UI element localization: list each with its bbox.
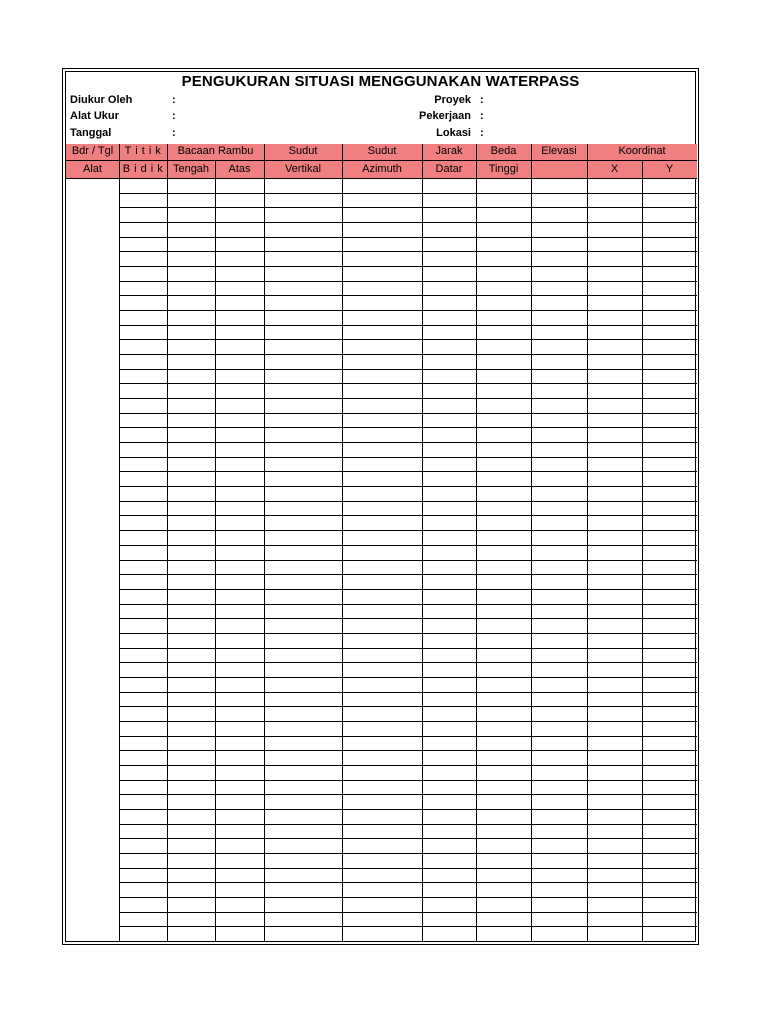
table-row-line xyxy=(119,369,697,370)
table-row-line xyxy=(119,427,697,428)
table-row-line xyxy=(119,765,697,766)
label-proyek: Proyek xyxy=(434,94,471,106)
header-column-line xyxy=(422,144,423,178)
table-row-line xyxy=(119,515,697,516)
table-row-line xyxy=(119,310,697,311)
table-row-line xyxy=(119,266,697,267)
table-row-line xyxy=(119,295,697,296)
table-row-line xyxy=(119,398,697,399)
table-row-line xyxy=(119,545,697,546)
header-column-line xyxy=(119,144,120,178)
hdr-vertikal: Vertikal xyxy=(284,163,322,175)
hdr-elevasi: Elevasi xyxy=(541,145,577,157)
header-column-line xyxy=(264,144,265,178)
hdr-alat: Alat xyxy=(83,163,102,175)
table-row-line xyxy=(119,193,697,194)
header-column-line xyxy=(531,144,532,178)
survey-form-frame xyxy=(65,71,696,942)
table-row-line xyxy=(119,618,697,619)
table-row-line xyxy=(119,589,697,590)
table-row-line xyxy=(119,530,697,531)
table-row-line xyxy=(119,750,697,751)
hdr-beda: Beda xyxy=(490,145,517,157)
table-row-line xyxy=(119,794,697,795)
header-column-line xyxy=(167,144,168,178)
table-row-line xyxy=(119,912,697,913)
table-row-line xyxy=(119,339,697,340)
label-diukur-oleh: Diukur Oleh xyxy=(70,94,133,106)
table-row-line xyxy=(119,736,697,737)
table-row-line xyxy=(119,281,697,282)
colon-pekerjaan: : xyxy=(480,110,484,122)
table-row-line xyxy=(119,926,697,927)
table-row-line xyxy=(119,471,697,472)
colon-tanggal: : xyxy=(172,127,176,139)
table-row-line xyxy=(119,648,697,649)
table-row-line xyxy=(119,706,697,707)
hdr-tengah: Tengah xyxy=(172,163,210,175)
table-row-line xyxy=(119,237,697,238)
hdr-titik: T i t i k xyxy=(124,145,162,157)
hdr-datar: Datar xyxy=(435,163,463,175)
form-title: PENGUKURAN SITUASI MENGGUNAKAN WATERPASS xyxy=(181,73,580,90)
table-row-line xyxy=(119,207,697,208)
table-row-line xyxy=(119,853,697,854)
header-bottom-line xyxy=(66,178,697,179)
table-row-line xyxy=(119,251,697,252)
header-column-line xyxy=(215,161,216,178)
table-row-line xyxy=(119,383,697,384)
table-row-line xyxy=(119,604,697,605)
table-row-line xyxy=(119,442,697,443)
survey-form-sheet xyxy=(62,68,699,945)
colon-lokasi: : xyxy=(480,127,484,139)
table-row-line xyxy=(119,501,697,502)
table-row-line xyxy=(119,897,697,898)
header-column-line xyxy=(476,144,477,178)
table-row-line xyxy=(119,560,697,561)
table-row-line xyxy=(119,354,697,355)
hdr-sudut-azimuth-1: Sudut xyxy=(367,145,397,157)
table-row-line xyxy=(119,325,697,326)
hdr-x: X xyxy=(610,163,619,175)
header-column-line xyxy=(587,144,588,178)
hdr-bdr-tgl: Bdr / Tgl xyxy=(71,145,114,157)
colon-proyek: : xyxy=(480,94,484,106)
label-lokasi: Lokasi xyxy=(436,127,471,139)
hdr-bacaan-rambu: Bacaan Rambu xyxy=(177,145,254,157)
hdr-azimuth: Azimuth xyxy=(362,163,402,175)
hdr-tinggi: Tinggi xyxy=(488,163,519,175)
table-row-line xyxy=(119,222,697,223)
colon-alat-ukur: : xyxy=(172,110,176,122)
table-row-line xyxy=(119,457,697,458)
hdr-atas: Atas xyxy=(228,163,251,175)
header-column-line xyxy=(642,161,643,178)
table-row-line xyxy=(119,574,697,575)
table-row-line xyxy=(119,662,697,663)
hdr-sudut-vertikal-1: Sudut xyxy=(288,145,318,157)
label-pekerjaan: Pekerjaan xyxy=(419,110,471,122)
header-column-line xyxy=(342,144,343,178)
header-mid-line xyxy=(66,160,697,161)
hdr-y: Y xyxy=(665,163,674,175)
table-row-line xyxy=(119,633,697,634)
table-row-line xyxy=(119,882,697,883)
table-row-line xyxy=(119,721,697,722)
label-tanggal: Tanggal xyxy=(70,127,112,139)
table-row-line xyxy=(119,809,697,810)
table-row-line xyxy=(119,780,697,781)
hdr-bidik: B i d i k xyxy=(122,163,164,175)
colon-diukur-oleh: : xyxy=(172,94,176,106)
hdr-jarak: Jarak xyxy=(435,145,463,157)
table-row-line xyxy=(119,838,697,839)
label-alat-ukur: Alat Ukur xyxy=(70,110,119,122)
table-row-line xyxy=(119,677,697,678)
table-row-line xyxy=(119,824,697,825)
table-row-line xyxy=(119,413,697,414)
hdr-koordinat: Koordinat xyxy=(618,145,666,157)
table-row-line xyxy=(119,486,697,487)
table-row-line xyxy=(119,692,697,693)
table-row-line xyxy=(119,868,697,869)
